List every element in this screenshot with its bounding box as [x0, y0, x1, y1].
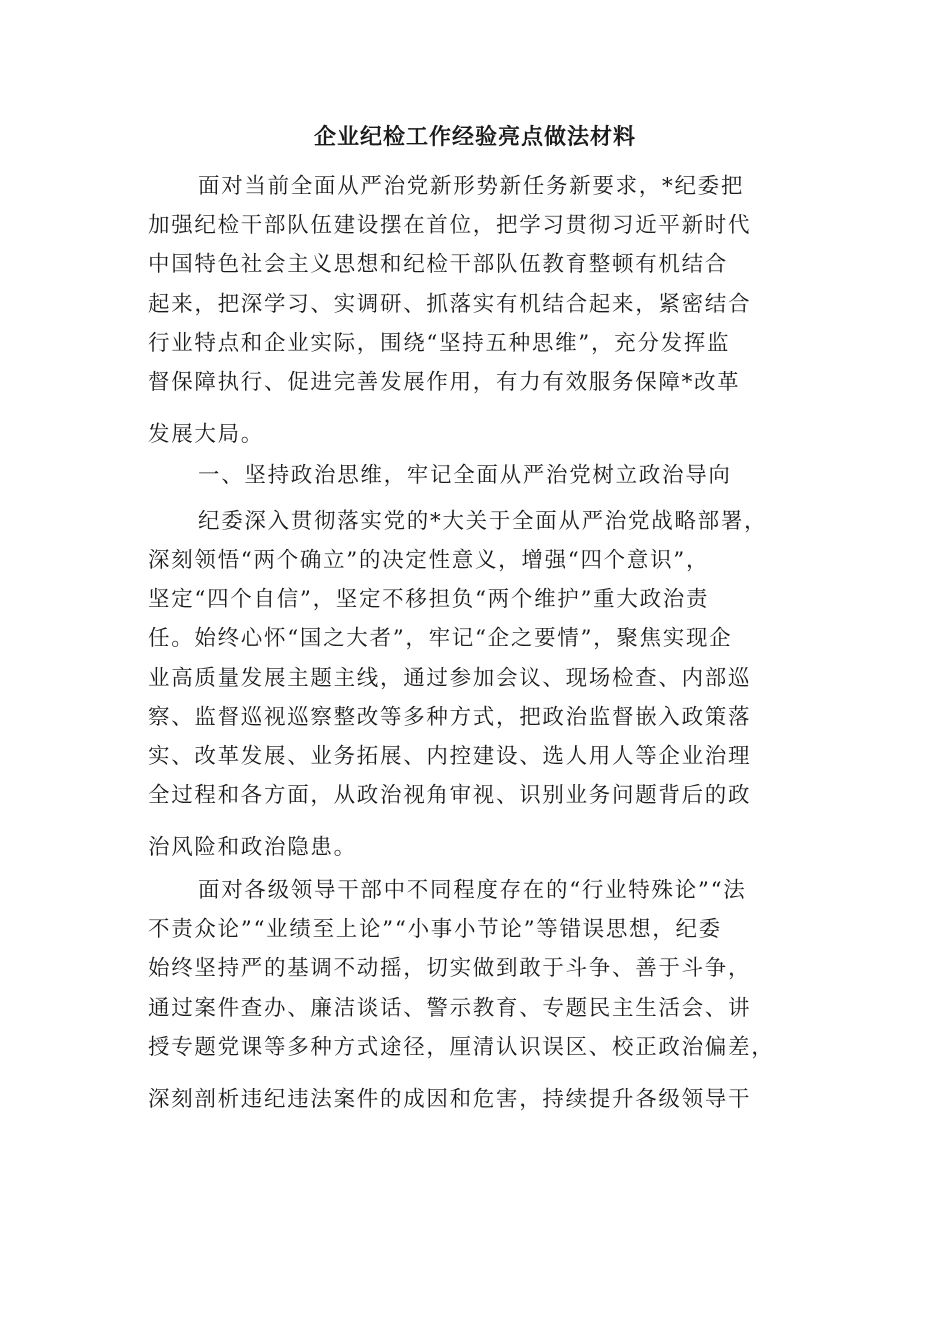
paragraph-line: 通过案件查办、廉洁谈话、警示教育、专题民主生活会、讲: [148, 996, 752, 1021]
paragraph-line: 不责众论”“业绩至上论”“小事小节论”等错误思想，纪委: [148, 917, 722, 942]
paragraph-line: 发展大局。: [148, 422, 265, 447]
paragraph-line: 任。始终心怀“国之大者”，牢记“企之要情”，聚焦实现企: [148, 626, 733, 651]
document-title: 企业纪检工作经验亮点做法材料: [313, 124, 636, 150]
paragraph-line: 察、监督巡视巡察整改等多种方式，把政治监督嵌入政策落: [148, 705, 752, 730]
paragraph-line: 治风险和政治隐患。: [148, 835, 357, 860]
paragraph-line: 全过程和各方面，从政治视角审视、识别业务问题背后的政: [148, 783, 752, 808]
paragraph-line: 督保障执行、促进完善发展作用，有力有效服务保障*改革: [148, 370, 741, 395]
paragraph-line: 深刻剖析违纪违法案件的成因和危害，持续提升各级领导干: [148, 1087, 752, 1112]
paragraph-line: 面对各级领导干部中不同程度存在的“行业特殊论”“法: [198, 878, 747, 903]
paragraph-line: 业高质量发展主题主线，通过参加会议、现场检查、内部巡: [148, 666, 752, 691]
paragraph-line: 坚定“四个自信”，坚定不移担负“两个维护”重大政治责: [148, 587, 710, 612]
paragraph-line: 面对当前全面从严治党新形势新任务新要求，*纪委把: [198, 174, 745, 199]
paragraph-line: 行业特点和企业实际，围绕“坚持五种思维”，充分发挥监: [148, 331, 731, 356]
paragraph-line: 加强纪检干部队伍建设摆在首位，把学习贯彻习近平新时代: [148, 213, 752, 238]
paragraph-line: 授专题党课等多种方式途径，厘清认识误区、校正政治偏差，: [148, 1035, 775, 1060]
paragraph-line: 纪委深入贯彻落实党的*大关于全面从严治党战略部署，: [198, 509, 768, 534]
paragraph-line: 起来，把深学习、实调研、抓落实有机结合起来，紧密结合: [148, 292, 752, 317]
paragraph-line: 始终坚持严的基调不动摇，切实做到敢于斗争、善于斗争，: [148, 956, 752, 981]
paragraph-line: 实、改革发展、业务拓展、内控建设、选人用人等企业治理: [148, 744, 752, 769]
section-heading: 一、坚持政治思维，牢记全面从严治党树立政治导向: [198, 463, 732, 488]
paragraph-line: 中国特色社会主义思想和纪检干部队伍教育整顿有机结合: [148, 252, 729, 277]
paragraph-line: 深刻领悟“两个确立”的决定性意义，增强“四个意识”，: [148, 548, 710, 573]
